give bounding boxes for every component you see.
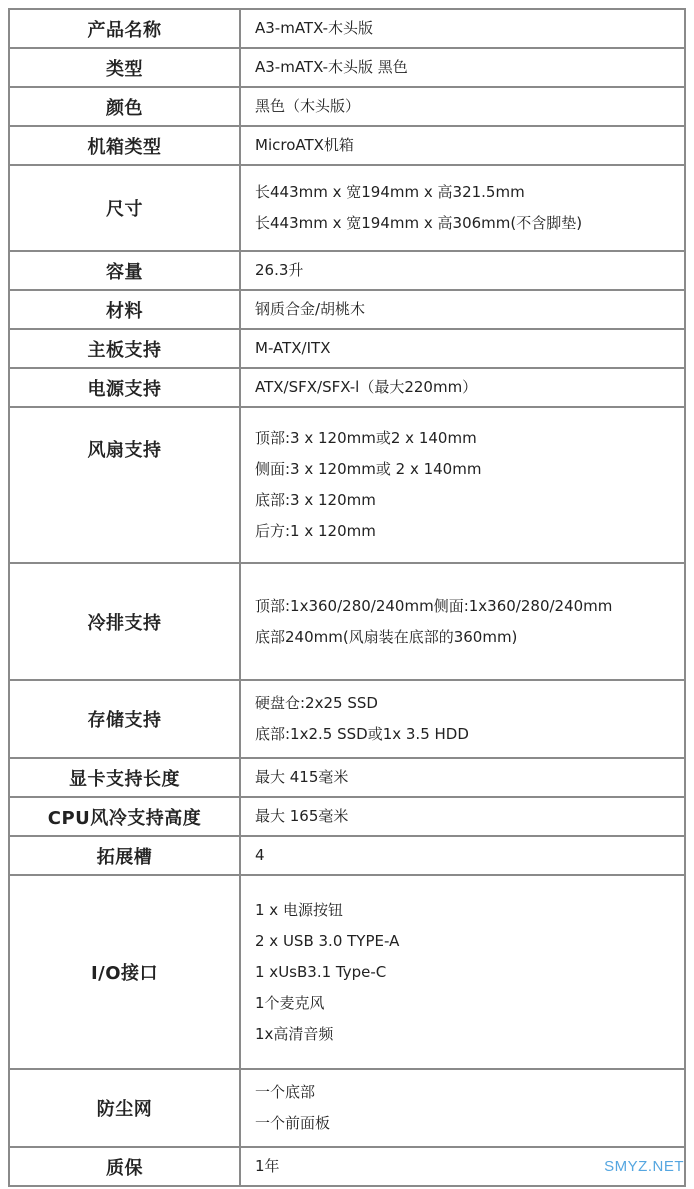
row-label: 存储支持 <box>9 680 240 758</box>
spec-table <box>8 8 686 1187</box>
row-value <box>240 165 685 251</box>
row-value <box>240 329 685 368</box>
table-row <box>9 165 685 251</box>
value-line: 底部:1x2.5 SSD或1x 3.5 HDD <box>255 725 469 743</box>
value-line: A3-mATX-木头版 黑色 <box>255 58 408 76</box>
value-line: 底部240mm(风扇装在底部的360mm) <box>255 627 518 646</box>
row-value <box>240 251 685 290</box>
value-line: A3-mATX-木头版 <box>255 19 374 37</box>
value-line: 最大 165毫米 <box>255 807 349 825</box>
watermark: SMYZ.NET <box>604 1158 684 1175</box>
row-value <box>240 758 685 797</box>
row-label: 电源支持 <box>9 368 240 407</box>
table-row <box>9 680 685 758</box>
row-label: CPU风冷支持高度 <box>9 797 240 836</box>
value-line: 一个前面板 <box>255 1114 331 1132</box>
value-line: 2 x USB 3.0 TYPE-A <box>255 931 400 950</box>
row-value <box>240 563 685 680</box>
value-line: MicroATX机箱 <box>255 136 354 154</box>
row-label: 类型 <box>9 48 240 87</box>
row-label: 容量 <box>9 251 240 290</box>
value-line: 一个底部 <box>255 1083 316 1101</box>
table-row <box>9 407 685 563</box>
value-line: 4 <box>255 846 265 864</box>
table-row <box>9 251 685 290</box>
row-value <box>240 48 685 87</box>
row-value <box>240 680 685 758</box>
table-row <box>9 290 685 329</box>
row-value <box>240 368 685 407</box>
row-label: 冷排支持 <box>9 563 240 680</box>
table-row <box>9 9 685 48</box>
row-value <box>240 407 685 563</box>
table-row <box>9 797 685 836</box>
row-value <box>240 126 685 165</box>
row-label: 显卡支持长度 <box>9 758 240 797</box>
table-row <box>9 126 685 165</box>
table-row <box>9 563 685 680</box>
value-line: 1 xUsB3.1 Type-C <box>255 962 387 981</box>
value-line: 长443mm x 宽194mm x 高306mm(不含脚垫) <box>255 214 583 232</box>
row-value <box>240 87 685 126</box>
value-line: 钢质合金/胡桃木 <box>255 300 366 318</box>
value-line: 1x高清音频 <box>255 1024 334 1043</box>
row-label: 质保 <box>9 1147 240 1186</box>
row-value <box>240 797 685 836</box>
value-line: 侧面:3 x 120mm或 2 x 140mm <box>255 460 482 478</box>
value-line: 1年 <box>255 1157 280 1175</box>
row-value <box>240 836 685 875</box>
value-line: 后方:1 x 120mm <box>255 522 376 540</box>
row-label: 机箱类型 <box>9 126 240 165</box>
table-row <box>9 329 685 368</box>
row-value <box>240 875 685 1069</box>
table-row <box>9 836 685 875</box>
table-row <box>9 1069 685 1147</box>
value-line: 底部:3 x 120mm <box>255 491 376 509</box>
value-line: 黑色（木头版） <box>255 97 361 115</box>
value-line: ATX/SFX/SFX-l（最大220mm） <box>255 378 478 396</box>
row-label: 主板支持 <box>9 329 240 368</box>
row-label: 风扇支持 <box>9 407 240 563</box>
table-row <box>9 1147 685 1186</box>
value-line: M-ATX/ITX <box>255 339 331 357</box>
value-line: 26.3升 <box>255 261 304 279</box>
value-line: 长443mm x 宽194mm x 高321.5mm <box>255 183 525 201</box>
value-line: 1 x 电源按钮 <box>255 900 343 919</box>
row-label: 材料 <box>9 290 240 329</box>
value-line: 最大 415毫米 <box>255 768 349 786</box>
row-label: I/O接口 <box>9 875 240 1069</box>
row-label: 防尘网 <box>9 1069 240 1147</box>
value-line: 顶部:1x360/280/240mm侧面:1x360/280/240mm <box>255 596 613 615</box>
row-label: 拓展槽 <box>9 836 240 875</box>
table-row <box>9 875 685 1069</box>
row-label: 产品名称 <box>9 9 240 48</box>
value-line: 顶部:3 x 120mm或2 x 140mm <box>255 429 477 447</box>
table-row <box>9 87 685 126</box>
table-row <box>9 48 685 87</box>
row-value <box>240 1069 685 1147</box>
row-value <box>240 290 685 329</box>
row-label: 尺寸 <box>9 165 240 251</box>
row-value <box>240 9 685 48</box>
table-row <box>9 758 685 797</box>
row-label: 颜色 <box>9 87 240 126</box>
value-line: 1个麦克风 <box>255 993 325 1012</box>
table-row <box>9 368 685 407</box>
value-line: 硬盘仓:2x25 SSD <box>255 694 378 712</box>
